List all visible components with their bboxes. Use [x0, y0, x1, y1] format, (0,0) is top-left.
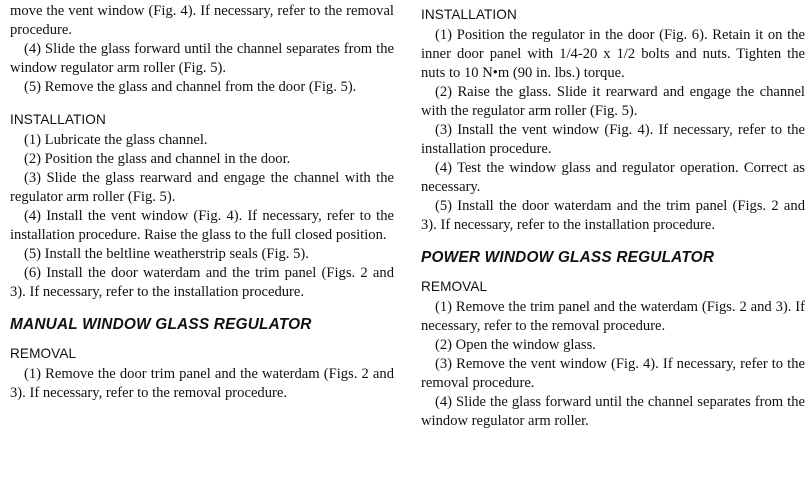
installation-step: (2) Raise the glass. Slide it rearward and engage the channel with the regulator arm roller (Fig. 5). — [421, 84, 805, 119]
manual-regulator-heading: MANUAL WINDOW GLASS REGULATOR — [10, 316, 312, 333]
removal-step: (2) Open the window glass. — [435, 337, 596, 353]
installation-step: (3) Slide the glass rearward and engage the channel with the regulator arm roller (Fig. 5). — [10, 170, 394, 205]
removal-step: (3) Remove the vent window (Fig. 4). If necessary, refer to the removal procedure. — [421, 356, 805, 391]
installation-step: (5) Install the door waterdam and the trim panel (Figs. 2 and 3). If necessary, refer to the installation procedure. — [421, 198, 805, 233]
installation-step: (6) Install the door waterdam and the trim panel (Figs. 2 and 3). If necessary, refer to the installation procedure. — [10, 265, 394, 300]
installation-step: (2) Position the glass and channel in the door. — [24, 151, 291, 167]
installation-step: (4) Install the vent window (Fig. 4). If necessary, refer to the installation procedure. Raise the glass to the full closed position. — [10, 208, 394, 243]
removal-step: (4) Slide the glass forward until the channel separates from the window regulator arm roller. — [421, 394, 805, 429]
installation-step: (5) Install the beltline weatherstrip seals (Fig. 5). — [24, 246, 309, 262]
removal-step: (1) Remove the door trim panel and the waterdam (Figs. 2 and 3). If necessary, refer to the removal procedure. — [10, 366, 394, 401]
removal-step-5: (5) Remove the glass and channel from the door (Fig. 5). — [24, 79, 357, 95]
paragraph-continued: move the vent window (Fig. 4). If necessary, refer to the removal procedure. — [10, 3, 394, 38]
installation-step: (1) Lubricate the glass channel. — [24, 132, 208, 148]
installation-heading: INSTALLATION — [10, 112, 106, 127]
removal-step: (1) Remove the trim panel and the waterdam (Figs. 2 and 3). If necessary, refer to the removal procedure. — [421, 299, 805, 334]
removal-heading: REMOVAL — [421, 279, 488, 294]
removal-step-4: (4) Slide the glass forward until the channel separates from the window regulator arm roller (Fig. 5). — [10, 41, 394, 76]
removal-heading: REMOVAL — [10, 346, 77, 361]
installation-step: (1) Position the regulator in the door (Fig. 6). Retain it on the inner door panel with 1/4-20 x 1/2 bolts and nuts. Tighten the nuts to 10 N•m (90 in. lbs.) torque. — [421, 27, 805, 81]
installation-step: (4) Test the window glass and regulator operation. Correct as necessary. — [421, 160, 805, 195]
installation-step: (3) Install the vent window (Fig. 4). If necessary, refer to the installation procedure. — [421, 122, 805, 157]
installation-heading: INSTALLATION — [421, 7, 517, 22]
power-regulator-heading: POWER WINDOW GLASS REGULATOR — [421, 249, 715, 266]
left-column — [10, 2, 394, 403]
right-column — [421, 6, 805, 431]
